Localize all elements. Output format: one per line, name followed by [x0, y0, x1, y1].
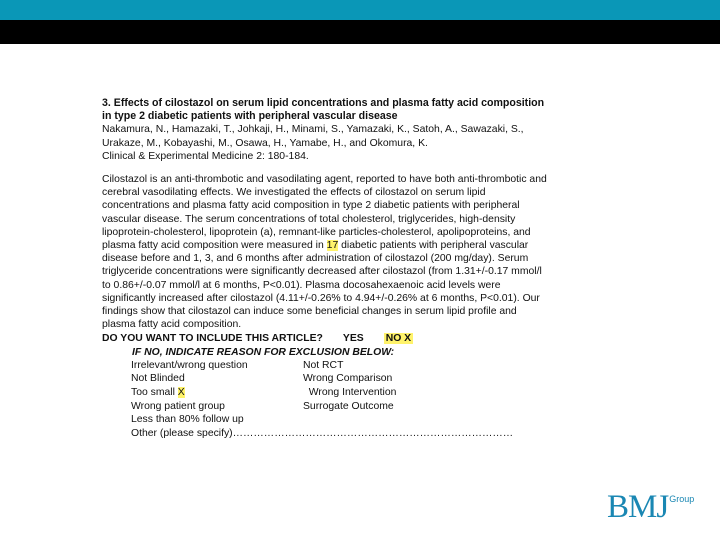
- article-authors: Nakamura, N., Hamazaki, T., Johkaji, H., Minami, S., Yamazaki, K., Satoh, A., Sawazaki, S., Urakaze, M., Kobayashi, M., Osawa, H., Yamabe, H., and Okomura, K.: [102, 124, 524, 149]
- reason-not-rct: Not RCT: [303, 359, 344, 371]
- abstract-text-start: Cilostazol is an anti-thrombotic and vasodilating agent, reported to have both anti-thrombotic and cerebral vasodilating effects. We investigated the effects of cilostazol on serum lipid concentrations and plasma fatty acid composition in type 2 diabetic patients with peripheral vascular disease. The serum concentrations of total cholesterol, triglycerides, high-density lipoprotein-cholesterol, lipoprotein (a), remnant-like particles-cholesterol, apolipoproteins, and plasma fatty acid composition were measured in: [102, 174, 547, 252]
- too-small-selected-mark: X: [177, 387, 185, 399]
- article-abstract: [102, 173, 552, 331]
- document-excerpt: [102, 97, 552, 440]
- slide-header-bar: [0, 20, 720, 44]
- reason-surrogate-outcome: Surrogate Outcome: [303, 400, 394, 412]
- exclusion-reason-prompt: IF NO, INDICATE REASON FOR EXCLUSION BELOW:: [132, 346, 395, 358]
- article-title: 3. Effects of cilostazol on serum lipid concentrations and plasma fatty acid composition in type 2 diabetic patients with peripheral vascular disease: [102, 97, 545, 123]
- reason-irrelevant: Irrelevant/wrong question: [131, 359, 248, 371]
- reason-not-blinded: Not Blinded: [131, 373, 185, 385]
- reason-too-small: [131, 386, 303, 400]
- reason-too-small-label: Too small: [131, 387, 175, 399]
- reason-wrong-patient-group: Wrong patient group: [131, 400, 225, 412]
- reason-wrong-intervention: Wrong Intervention: [303, 387, 397, 399]
- bmj-group-logo: [607, 490, 694, 526]
- exclusion-row: [131, 413, 396, 427]
- logo-main-text: BMJ: [607, 489, 669, 525]
- logo-sub-text: Group: [669, 494, 695, 504]
- article-citation: Clinical & Experimental Medicine 2: 180-184.: [102, 150, 309, 162]
- exclusion-row: [131, 359, 396, 373]
- yes-option: YES: [342, 333, 364, 345]
- reason-wrong-comparison: Wrong Comparison: [303, 373, 393, 385]
- include-question-text: DO YOU WANT TO INCLUDE THIS ARTICLE?: [102, 333, 323, 345]
- include-question: [102, 332, 552, 345]
- exclusion-row: [131, 400, 396, 414]
- exclusion-row: [131, 386, 396, 400]
- reason-follow-up: Less than 80% follow up: [131, 414, 244, 426]
- highlighted-sample-size: 17: [326, 240, 339, 252]
- abstract-text-end: diabetic patients with peripheral vascular disease before and 1, 3, and 6 months after administration of cilostazol (200 mg/day). Serum triglyceride concentrations were significantly decreased after cilostazol (from 1.31+/-0.17 mmol/l to 0.86+/-0.07 mmol/l at 6 months, P<0.01). Plasma docosahexaenoic acid levels were significantly increased after cilostazol (4.11+/-0.26% to 4.94+/-0.26% at 6 months, P<0.01). Our findings show that cilostazol can induce some beneficial changes in serum lipid profile and plasma fatty acid composition.: [102, 240, 542, 331]
- top-accent-bar: [0, 0, 720, 20]
- reason-empty: [303, 413, 396, 427]
- reason-other: Other (please specify)………………………………………………………………………: [131, 427, 514, 439]
- no-option-selected: NO X: [385, 333, 412, 345]
- exclusion-reasons-table: [131, 359, 396, 427]
- exclusion-row: [131, 372, 396, 386]
